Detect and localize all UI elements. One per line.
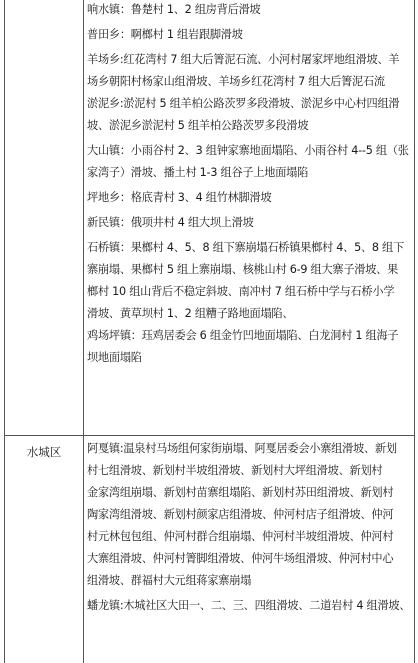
hazard-line: 阿戛镇:温泉村马场组何家街崩塌、阿戛居委会小寨组滑坡、新划 xyxy=(87,442,397,455)
hazard-line: 新民镇：俄项井村 4 组大坝上滑坡 xyxy=(87,216,254,229)
hazard-line: 榔村 10 组山背后不稳定斜坡、南冲村 7 组石桥中学与石桥小学 xyxy=(87,285,395,298)
hazard-line: 陶家湾组滑坡、新划村颜家店组滑坡、仲河村店子组滑坡、仲河 xyxy=(87,508,394,521)
hazard-line: 坝地面塌陷 xyxy=(87,351,142,364)
hazard-line: 大山镇：小雨谷村 2、3 组钟家寨地面塌陷、小雨谷村 4--5 组（张 xyxy=(87,144,409,157)
hazard-line: 坡、淤泥乡淤泥村 5 组羊柏公路茨罗多段滑坡 xyxy=(87,119,309,132)
hazard-line: 家湾子）滑坡、播土村 1-3 组谷子上地面塌陷 xyxy=(87,166,309,179)
hazard-line: 寨崩塌、果榔村 5 组上寨崩塌、核桃山村 6-9 组大寨子滑坡、果 xyxy=(87,263,399,276)
hazard-line: 蟠龙镇:木城社区大田一、二、三、四组滑坡、二道岩村 4 组滑坡、 xyxy=(87,599,411,612)
landslide-table xyxy=(4,0,415,663)
hazard-line: 羊场乡:红花湾村 7 组大后箐泥石流、小河村屠家坪地组滑坡、羊 xyxy=(87,53,400,66)
hazard-line: 金家湾组崩塌、新划村苗寨组塌陷、新划村苏田组滑坡、新划村 xyxy=(87,486,394,499)
hazard-line: 坪地乡：格底青村 3、4 组竹林脚滑坡 xyxy=(87,191,272,204)
hazard-line: 村七组滑坡、新划村半坡组滑坡、新划村大坪组滑坡、新划村 xyxy=(87,464,383,477)
hazard-line: 普田乡：啊榔村 1 组岩跟脚滑坡 xyxy=(87,28,243,41)
hazard-list-cell-1 xyxy=(87,0,413,369)
hazard-list-cell-2 xyxy=(87,435,413,617)
hazard-line: 滑坡、黄草坝村 1、2 组糟子路地面塌陷、 xyxy=(87,307,294,320)
hazard-line: 场乡朝阳村杨家山组滑坡、羊场乡红花湾村 7 组大后箐泥石流 xyxy=(87,75,385,88)
hazard-line: 组滑坡、群福村大元组蒋家寨崩塌 xyxy=(87,574,252,587)
hazard-line: 石桥镇：果榔村 4、5、8 组下寨崩塌石桥镇果榔村 4、5、8 组下 xyxy=(87,241,404,254)
hazard-line: 鸡场坪镇：珏鸡居委会 6 组金竹凹地面塌陷、白龙洞村 1 组海子 xyxy=(87,329,399,342)
county-cell: 水城区 xyxy=(26,445,62,459)
hazard-line: 村元林包包组、仲河村群合组崩塌、仲河村半坡组滑坡、仲河村 xyxy=(87,530,394,543)
column-divider xyxy=(83,0,84,663)
hazard-line: 响水镇：鲁楚村 1、2 组房背后滑坡 xyxy=(87,3,261,16)
hazard-line: 大寨组滑坡、仲河村箐脚组滑坡、仲河牛场组滑坡、仲河村中心 xyxy=(87,552,394,565)
hazard-line: 淤泥乡:淤泥村 5 组羊柏公路茨罗多段滑坡、淤泥乡中心村四组滑 xyxy=(87,97,400,110)
